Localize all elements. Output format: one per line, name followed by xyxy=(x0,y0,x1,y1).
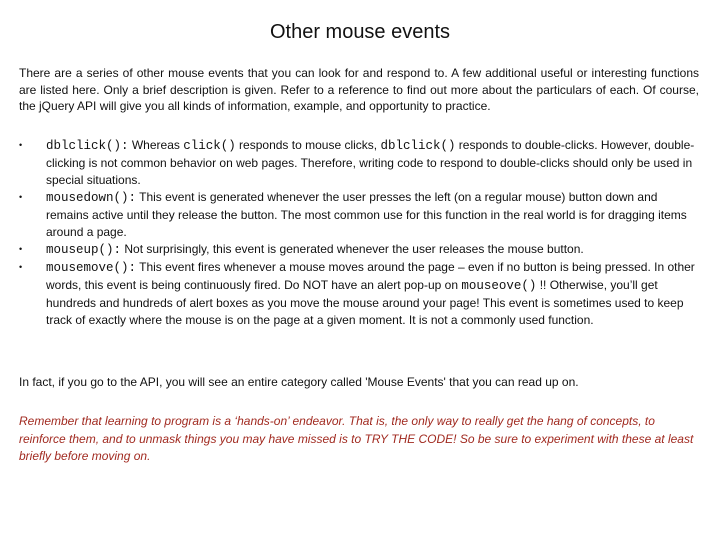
list-item xyxy=(19,137,699,189)
api-paragraph: In fact, if you go to the API, you will see an entire category called 'Mouse Events' that you can read up on. xyxy=(19,375,579,389)
reminder-paragraph: Remember that learning to program is a ‘hands-on’ endeavor. That is, the only way to really get the hang of concepts, to reinforce them, and to unmask things you may have missed is to TRY THE CODE! So be sure to experiment with these at least briefly before moving on. xyxy=(19,414,694,463)
event-name: mouseup(): xyxy=(46,243,122,257)
event-text: Not surprisingly, this event is generated whenever the user releases the mouse button. xyxy=(121,242,584,256)
inline-code: mouseove() xyxy=(461,279,537,293)
list-item xyxy=(19,241,699,259)
bullet-icon: • xyxy=(19,192,23,202)
event-name: dblclick(): xyxy=(46,139,129,153)
event-name: mousedown(): xyxy=(46,191,137,205)
event-text: Whereas xyxy=(128,138,184,152)
page-title: Other mouse events xyxy=(269,21,451,43)
event-name: mousemove(): xyxy=(46,261,137,275)
event-text: responds to double-clicks. However, double-clicking is not common behavior on web pages. Therefore, writing code to respond to double-clicks should only be used in special situations. xyxy=(46,138,695,187)
event-text: This event fires whenever a mouse moves around the page – even if no button is being pressed. In other words, this event is being continuously fired. Do NOT have an alert pop-up on xyxy=(46,260,695,292)
event-text: This event is generated whenever the user presses the left (on a regular mouse) button down and remains active until they release the button. The most common use for this function in the real world is for dragging items around a page. xyxy=(46,190,687,239)
list-item xyxy=(19,259,699,329)
bullet-icon: • xyxy=(19,262,23,272)
bullet-icon: • xyxy=(19,140,23,150)
inline-code: dblclick() xyxy=(380,139,456,153)
inline-code: click() xyxy=(183,139,236,153)
bullet-icon: • xyxy=(19,244,23,254)
list-item xyxy=(19,189,699,241)
intro-paragraph: There are a series of other mouse events that you can look for and respond to. A few additional useful or interesting functions are listed here. Only a brief description is given. Refer to a reference to find out more about the particulars of each. Of course, the jQuery API will give you all kinds of information, example, and opportunity to practice. xyxy=(19,66,699,113)
event-text: !! Otherwise, you’ll get hundreds and hundreds of alert boxes as you move the mouse around your page! This event is sometimes used to keep track of exactly where the mouse is on the page at a given moment. It is not a commonly used function. xyxy=(46,278,684,327)
event-text: responds to mouse clicks, xyxy=(235,138,381,152)
event-list xyxy=(19,137,699,329)
